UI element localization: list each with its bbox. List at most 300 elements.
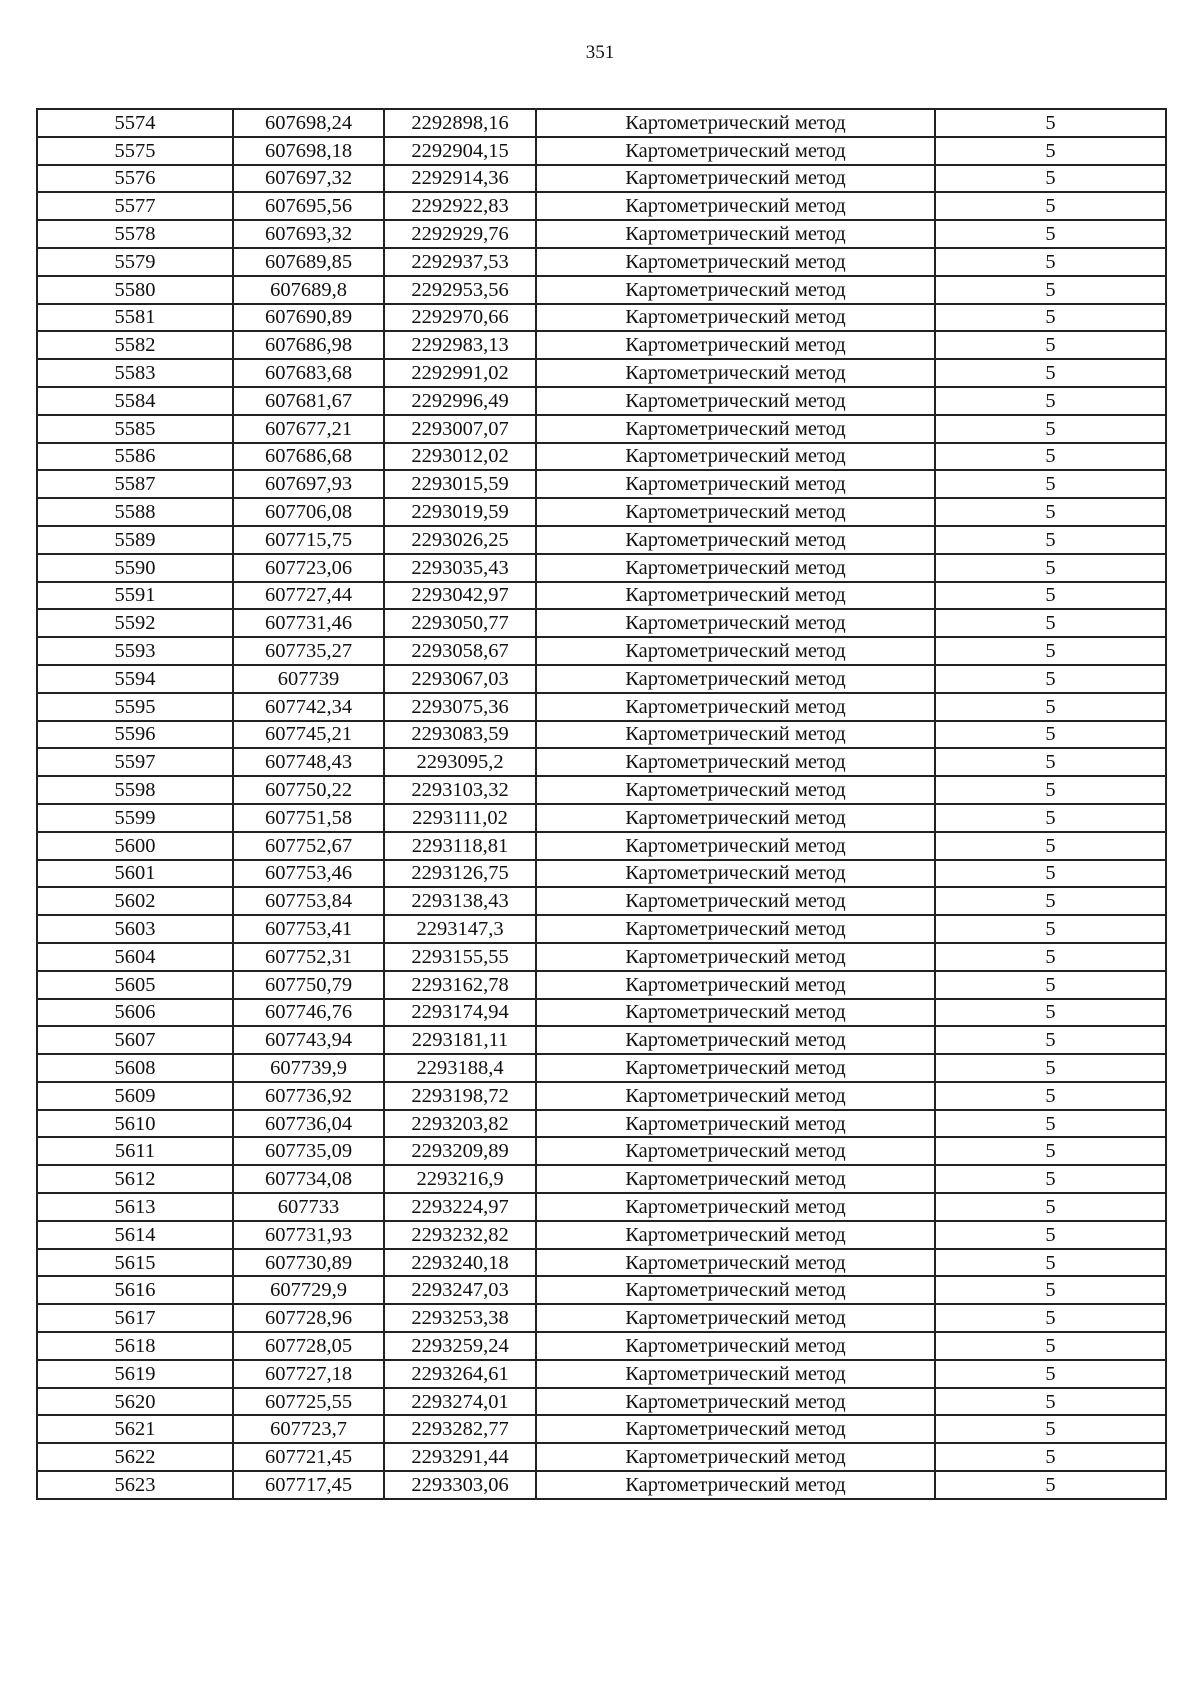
x-coordinate-cell: 607748,43 bbox=[233, 748, 384, 776]
table-row bbox=[37, 1249, 1166, 1277]
table-row bbox=[37, 721, 1166, 749]
point-number-cell: 5585 bbox=[37, 415, 233, 443]
table-row bbox=[37, 804, 1166, 832]
point-number-cell: 5604 bbox=[37, 943, 233, 971]
table-row bbox=[37, 1026, 1166, 1054]
method-cell: Картометрический метод bbox=[536, 860, 935, 888]
x-coordinate-cell: 607739 bbox=[233, 665, 384, 693]
table-row bbox=[37, 693, 1166, 721]
x-coordinate-cell: 607728,05 bbox=[233, 1332, 384, 1360]
table-row bbox=[37, 943, 1166, 971]
point-number-cell: 5613 bbox=[37, 1193, 233, 1221]
y-coordinate-cell: 2293126,75 bbox=[384, 860, 536, 888]
method-cell: Картометрический метод bbox=[536, 248, 935, 276]
page-number: 351 bbox=[585, 42, 615, 63]
method-cell: Картометрический метод bbox=[536, 748, 935, 776]
method-cell: Картометрический метод bbox=[536, 1054, 935, 1082]
x-coordinate-cell: 607715,75 bbox=[233, 526, 384, 554]
point-number-cell: 5582 bbox=[37, 331, 233, 359]
method-cell: Картометрический метод bbox=[536, 1471, 935, 1499]
method-cell: Картометрический метод bbox=[536, 1249, 935, 1277]
method-cell: Картометрический метод bbox=[536, 971, 935, 999]
point-number-cell: 5587 bbox=[37, 470, 233, 498]
point-number-cell: 5615 bbox=[37, 1249, 233, 1277]
accuracy-cell: 5 bbox=[935, 109, 1166, 137]
method-cell: Картометрический метод bbox=[536, 1360, 935, 1388]
x-coordinate-cell: 607736,04 bbox=[233, 1110, 384, 1138]
y-coordinate-cell: 2293012,02 bbox=[384, 443, 536, 471]
accuracy-cell: 5 bbox=[935, 1193, 1166, 1221]
method-cell: Картометрический метод bbox=[536, 637, 935, 665]
y-coordinate-cell: 2293240,18 bbox=[384, 1249, 536, 1277]
method-cell: Картометрический метод bbox=[536, 276, 935, 304]
y-coordinate-cell: 2293264,61 bbox=[384, 1360, 536, 1388]
y-coordinate-cell: 2292996,49 bbox=[384, 387, 536, 415]
y-coordinate-cell: 2293303,06 bbox=[384, 1471, 536, 1499]
method-cell: Картометрический метод bbox=[536, 1026, 935, 1054]
table-row bbox=[37, 748, 1166, 776]
x-coordinate-cell: 607736,92 bbox=[233, 1082, 384, 1110]
x-coordinate-cell: 607706,08 bbox=[233, 498, 384, 526]
table-row bbox=[37, 1054, 1166, 1082]
point-number-cell: 5591 bbox=[37, 582, 233, 610]
table-row bbox=[37, 1137, 1166, 1165]
method-cell: Картометрический метод bbox=[536, 776, 935, 804]
point-number-cell: 5618 bbox=[37, 1332, 233, 1360]
method-cell: Картометрический метод bbox=[536, 1221, 935, 1249]
accuracy-cell: 5 bbox=[935, 443, 1166, 471]
x-coordinate-cell: 607723,7 bbox=[233, 1415, 384, 1443]
point-number-cell: 5586 bbox=[37, 443, 233, 471]
table-row bbox=[37, 1388, 1166, 1416]
table-row bbox=[37, 554, 1166, 582]
method-cell: Картометрический метод bbox=[536, 721, 935, 749]
accuracy-cell: 5 bbox=[935, 331, 1166, 359]
table-row bbox=[37, 971, 1166, 999]
x-coordinate-cell: 607727,44 bbox=[233, 582, 384, 610]
y-coordinate-cell: 2293007,07 bbox=[384, 415, 536, 443]
y-coordinate-cell: 2293050,77 bbox=[384, 609, 536, 637]
table-row bbox=[37, 1304, 1166, 1332]
accuracy-cell: 5 bbox=[935, 1443, 1166, 1471]
method-cell: Картометрический метод bbox=[536, 387, 935, 415]
table-row bbox=[37, 1360, 1166, 1388]
method-cell: Картометрический метод bbox=[536, 137, 935, 165]
point-number-cell: 5611 bbox=[37, 1137, 233, 1165]
table-row bbox=[37, 1471, 1166, 1499]
method-cell: Картометрический метод bbox=[536, 1415, 935, 1443]
point-number-cell: 5598 bbox=[37, 776, 233, 804]
y-coordinate-cell: 2293058,67 bbox=[384, 637, 536, 665]
accuracy-cell: 5 bbox=[935, 637, 1166, 665]
table-row bbox=[37, 443, 1166, 471]
point-number-cell: 5608 bbox=[37, 1054, 233, 1082]
method-cell: Картометрический метод bbox=[536, 887, 935, 915]
point-number-cell: 5623 bbox=[37, 1471, 233, 1499]
x-coordinate-cell: 607735,09 bbox=[233, 1137, 384, 1165]
x-coordinate-cell: 607689,85 bbox=[233, 248, 384, 276]
accuracy-cell: 5 bbox=[935, 526, 1166, 554]
y-coordinate-cell: 2293291,44 bbox=[384, 1443, 536, 1471]
accuracy-cell: 5 bbox=[935, 1221, 1166, 1249]
point-number-cell: 5577 bbox=[37, 192, 233, 220]
y-coordinate-cell: 2293019,59 bbox=[384, 498, 536, 526]
x-coordinate-cell: 607745,21 bbox=[233, 721, 384, 749]
y-coordinate-cell: 2293155,55 bbox=[384, 943, 536, 971]
point-number-cell: 5593 bbox=[37, 637, 233, 665]
y-coordinate-cell: 2293253,38 bbox=[384, 1304, 536, 1332]
method-cell: Картометрический метод bbox=[536, 999, 935, 1027]
x-coordinate-cell: 607686,68 bbox=[233, 443, 384, 471]
y-coordinate-cell: 2292991,02 bbox=[384, 359, 536, 387]
method-cell: Картометрический метод bbox=[536, 693, 935, 721]
point-number-cell: 5616 bbox=[37, 1276, 233, 1304]
point-number-cell: 5621 bbox=[37, 1415, 233, 1443]
accuracy-cell: 5 bbox=[935, 1276, 1166, 1304]
table-row bbox=[37, 776, 1166, 804]
accuracy-cell: 5 bbox=[935, 693, 1166, 721]
accuracy-cell: 5 bbox=[935, 832, 1166, 860]
point-number-cell: 5617 bbox=[37, 1304, 233, 1332]
y-coordinate-cell: 2293162,78 bbox=[384, 971, 536, 999]
method-cell: Картометрический метод bbox=[536, 804, 935, 832]
x-coordinate-cell: 607739,9 bbox=[233, 1054, 384, 1082]
table-row bbox=[37, 304, 1166, 332]
x-coordinate-cell: 607728,96 bbox=[233, 1304, 384, 1332]
table-row bbox=[37, 470, 1166, 498]
x-coordinate-cell: 607753,46 bbox=[233, 860, 384, 888]
point-number-cell: 5619 bbox=[37, 1360, 233, 1388]
method-cell: Картометрический метод bbox=[536, 1276, 935, 1304]
x-coordinate-cell: 607727,18 bbox=[233, 1360, 384, 1388]
method-cell: Картометрический метод bbox=[536, 220, 935, 248]
accuracy-cell: 5 bbox=[935, 609, 1166, 637]
x-coordinate-cell: 607750,22 bbox=[233, 776, 384, 804]
y-coordinate-cell: 2292953,56 bbox=[384, 276, 536, 304]
y-coordinate-cell: 2293198,72 bbox=[384, 1082, 536, 1110]
table-row bbox=[37, 1193, 1166, 1221]
x-coordinate-cell: 607743,94 bbox=[233, 1026, 384, 1054]
point-number-cell: 5579 bbox=[37, 248, 233, 276]
method-cell: Картометрический метод bbox=[536, 1110, 935, 1138]
point-number-cell: 5594 bbox=[37, 665, 233, 693]
table-row bbox=[37, 526, 1166, 554]
x-coordinate-cell: 607752,31 bbox=[233, 943, 384, 971]
x-coordinate-cell: 607681,67 bbox=[233, 387, 384, 415]
table-row bbox=[37, 887, 1166, 915]
point-number-cell: 5606 bbox=[37, 999, 233, 1027]
x-coordinate-cell: 607729,9 bbox=[233, 1276, 384, 1304]
table-row bbox=[37, 331, 1166, 359]
accuracy-cell: 5 bbox=[935, 1249, 1166, 1277]
table-row bbox=[37, 109, 1166, 137]
point-number-cell: 5609 bbox=[37, 1082, 233, 1110]
coordinates-table bbox=[36, 108, 1167, 1500]
accuracy-cell: 5 bbox=[935, 776, 1166, 804]
table-row bbox=[37, 1276, 1166, 1304]
accuracy-cell: 5 bbox=[935, 470, 1166, 498]
x-coordinate-cell: 607697,93 bbox=[233, 470, 384, 498]
y-coordinate-cell: 2292937,53 bbox=[384, 248, 536, 276]
y-coordinate-cell: 2293282,77 bbox=[384, 1415, 536, 1443]
table-row bbox=[37, 192, 1166, 220]
table-row bbox=[37, 999, 1166, 1027]
x-coordinate-cell: 607723,06 bbox=[233, 554, 384, 582]
x-coordinate-cell: 607730,89 bbox=[233, 1249, 384, 1277]
accuracy-cell: 5 bbox=[935, 1471, 1166, 1499]
x-coordinate-cell: 607697,32 bbox=[233, 165, 384, 193]
accuracy-cell: 5 bbox=[935, 943, 1166, 971]
table-row bbox=[37, 1332, 1166, 1360]
point-number-cell: 5600 bbox=[37, 832, 233, 860]
accuracy-cell: 5 bbox=[935, 999, 1166, 1027]
table-row bbox=[37, 498, 1166, 526]
y-coordinate-cell: 2292970,66 bbox=[384, 304, 536, 332]
x-coordinate-cell: 607746,76 bbox=[233, 999, 384, 1027]
x-coordinate-cell: 607698,24 bbox=[233, 109, 384, 137]
y-coordinate-cell: 2293188,4 bbox=[384, 1054, 536, 1082]
accuracy-cell: 5 bbox=[935, 665, 1166, 693]
table-row bbox=[37, 359, 1166, 387]
accuracy-cell: 5 bbox=[935, 1026, 1166, 1054]
table-row bbox=[37, 915, 1166, 943]
point-number-cell: 5595 bbox=[37, 693, 233, 721]
x-coordinate-cell: 607750,79 bbox=[233, 971, 384, 999]
method-cell: Картометрический метод bbox=[536, 1304, 935, 1332]
x-coordinate-cell: 607733 bbox=[233, 1193, 384, 1221]
y-coordinate-cell: 2293083,59 bbox=[384, 721, 536, 749]
method-cell: Картометрический метод bbox=[536, 1443, 935, 1471]
x-coordinate-cell: 607686,98 bbox=[233, 331, 384, 359]
accuracy-cell: 5 bbox=[935, 1165, 1166, 1193]
x-coordinate-cell: 607717,45 bbox=[233, 1471, 384, 1499]
accuracy-cell: 5 bbox=[935, 1360, 1166, 1388]
point-number-cell: 5590 bbox=[37, 554, 233, 582]
point-number-cell: 5614 bbox=[37, 1221, 233, 1249]
method-cell: Картометрический метод bbox=[536, 331, 935, 359]
method-cell: Картометрический метод bbox=[536, 526, 935, 554]
x-coordinate-cell: 607721,45 bbox=[233, 1443, 384, 1471]
x-coordinate-cell: 607698,18 bbox=[233, 137, 384, 165]
accuracy-cell: 5 bbox=[935, 582, 1166, 610]
method-cell: Картометрический метод bbox=[536, 1082, 935, 1110]
method-cell: Картометрический метод bbox=[536, 443, 935, 471]
x-coordinate-cell: 607742,34 bbox=[233, 693, 384, 721]
accuracy-cell: 5 bbox=[935, 804, 1166, 832]
accuracy-cell: 5 bbox=[935, 276, 1166, 304]
table-row bbox=[37, 387, 1166, 415]
y-coordinate-cell: 2293067,03 bbox=[384, 665, 536, 693]
table-row bbox=[37, 637, 1166, 665]
x-coordinate-cell: 607751,58 bbox=[233, 804, 384, 832]
y-coordinate-cell: 2292983,13 bbox=[384, 331, 536, 359]
point-number-cell: 5596 bbox=[37, 721, 233, 749]
y-coordinate-cell: 2292929,76 bbox=[384, 220, 536, 248]
accuracy-cell: 5 bbox=[935, 359, 1166, 387]
accuracy-cell: 5 bbox=[935, 248, 1166, 276]
x-coordinate-cell: 607683,68 bbox=[233, 359, 384, 387]
point-number-cell: 5599 bbox=[37, 804, 233, 832]
table-row bbox=[37, 609, 1166, 637]
method-cell: Картометрический метод bbox=[536, 359, 935, 387]
x-coordinate-cell: 607731,46 bbox=[233, 609, 384, 637]
x-coordinate-cell: 607725,55 bbox=[233, 1388, 384, 1416]
table-row bbox=[37, 415, 1166, 443]
method-cell: Картометрический метод bbox=[536, 1332, 935, 1360]
method-cell: Картометрический метод bbox=[536, 665, 935, 693]
x-coordinate-cell: 607735,27 bbox=[233, 637, 384, 665]
y-coordinate-cell: 2292914,36 bbox=[384, 165, 536, 193]
x-coordinate-cell: 607753,41 bbox=[233, 915, 384, 943]
point-number-cell: 5574 bbox=[37, 109, 233, 137]
y-coordinate-cell: 2293209,89 bbox=[384, 1137, 536, 1165]
y-coordinate-cell: 2293232,82 bbox=[384, 1221, 536, 1249]
method-cell: Картометрический метод bbox=[536, 554, 935, 582]
method-cell: Картометрический метод bbox=[536, 1137, 935, 1165]
point-number-cell: 5583 bbox=[37, 359, 233, 387]
y-coordinate-cell: 2293118,81 bbox=[384, 832, 536, 860]
y-coordinate-cell: 2293075,36 bbox=[384, 693, 536, 721]
table-row bbox=[37, 276, 1166, 304]
table-row bbox=[37, 582, 1166, 610]
table-row bbox=[37, 665, 1166, 693]
x-coordinate-cell: 607689,8 bbox=[233, 276, 384, 304]
accuracy-cell: 5 bbox=[935, 860, 1166, 888]
accuracy-cell: 5 bbox=[935, 137, 1166, 165]
accuracy-cell: 5 bbox=[935, 554, 1166, 582]
method-cell: Картометрический метод bbox=[536, 1388, 935, 1416]
y-coordinate-cell: 2293111,02 bbox=[384, 804, 536, 832]
method-cell: Картометрический метод bbox=[536, 582, 935, 610]
accuracy-cell: 5 bbox=[935, 887, 1166, 915]
point-number-cell: 5612 bbox=[37, 1165, 233, 1193]
y-coordinate-cell: 2293035,43 bbox=[384, 554, 536, 582]
y-coordinate-cell: 2292898,16 bbox=[384, 109, 536, 137]
y-coordinate-cell: 2293274,01 bbox=[384, 1388, 536, 1416]
accuracy-cell: 5 bbox=[935, 1388, 1166, 1416]
point-number-cell: 5610 bbox=[37, 1110, 233, 1138]
y-coordinate-cell: 2293224,97 bbox=[384, 1193, 536, 1221]
x-coordinate-cell: 607690,89 bbox=[233, 304, 384, 332]
point-number-cell: 5605 bbox=[37, 971, 233, 999]
point-number-cell: 5589 bbox=[37, 526, 233, 554]
method-cell: Картометрический метод bbox=[536, 165, 935, 193]
point-number-cell: 5580 bbox=[37, 276, 233, 304]
accuracy-cell: 5 bbox=[935, 387, 1166, 415]
method-cell: Картометрический метод bbox=[536, 304, 935, 332]
accuracy-cell: 5 bbox=[935, 220, 1166, 248]
y-coordinate-cell: 2293103,32 bbox=[384, 776, 536, 804]
accuracy-cell: 5 bbox=[935, 1110, 1166, 1138]
accuracy-cell: 5 bbox=[935, 971, 1166, 999]
accuracy-cell: 5 bbox=[935, 1332, 1166, 1360]
y-coordinate-cell: 2293026,25 bbox=[384, 526, 536, 554]
method-cell: Картометрический метод bbox=[536, 498, 935, 526]
y-coordinate-cell: 2293138,43 bbox=[384, 887, 536, 915]
y-coordinate-cell: 2293095,2 bbox=[384, 748, 536, 776]
table-row bbox=[37, 137, 1166, 165]
table-row bbox=[37, 165, 1166, 193]
y-coordinate-cell: 2293042,97 bbox=[384, 582, 536, 610]
point-number-cell: 5575 bbox=[37, 137, 233, 165]
method-cell: Картометрический метод bbox=[536, 109, 935, 137]
method-cell: Картометрический метод bbox=[536, 915, 935, 943]
x-coordinate-cell: 607677,21 bbox=[233, 415, 384, 443]
point-number-cell: 5581 bbox=[37, 304, 233, 332]
point-number-cell: 5622 bbox=[37, 1443, 233, 1471]
accuracy-cell: 5 bbox=[935, 498, 1166, 526]
y-coordinate-cell: 2293174,94 bbox=[384, 999, 536, 1027]
point-number-cell: 5588 bbox=[37, 498, 233, 526]
accuracy-cell: 5 bbox=[935, 721, 1166, 749]
point-number-cell: 5576 bbox=[37, 165, 233, 193]
method-cell: Картометрический метод bbox=[536, 415, 935, 443]
x-coordinate-cell: 607731,93 bbox=[233, 1221, 384, 1249]
accuracy-cell: 5 bbox=[935, 1137, 1166, 1165]
y-coordinate-cell: 2293247,03 bbox=[384, 1276, 536, 1304]
accuracy-cell: 5 bbox=[935, 304, 1166, 332]
y-coordinate-cell: 2293216,9 bbox=[384, 1165, 536, 1193]
method-cell: Картометрический метод bbox=[536, 1193, 935, 1221]
table-row bbox=[37, 1165, 1166, 1193]
point-number-cell: 5592 bbox=[37, 609, 233, 637]
accuracy-cell: 5 bbox=[935, 748, 1166, 776]
method-cell: Картометрический метод bbox=[536, 1165, 935, 1193]
accuracy-cell: 5 bbox=[935, 1082, 1166, 1110]
accuracy-cell: 5 bbox=[935, 1415, 1166, 1443]
method-cell: Картометрический метод bbox=[536, 943, 935, 971]
accuracy-cell: 5 bbox=[935, 915, 1166, 943]
table-row bbox=[37, 1221, 1166, 1249]
y-coordinate-cell: 2293015,59 bbox=[384, 470, 536, 498]
x-coordinate-cell: 607695,56 bbox=[233, 192, 384, 220]
accuracy-cell: 5 bbox=[935, 165, 1166, 193]
point-number-cell: 5620 bbox=[37, 1388, 233, 1416]
point-number-cell: 5602 bbox=[37, 887, 233, 915]
point-number-cell: 5603 bbox=[37, 915, 233, 943]
point-number-cell: 5584 bbox=[37, 387, 233, 415]
table-row bbox=[37, 1415, 1166, 1443]
accuracy-cell: 5 bbox=[935, 1054, 1166, 1082]
accuracy-cell: 5 bbox=[935, 415, 1166, 443]
method-cell: Картометрический метод bbox=[536, 192, 935, 220]
y-coordinate-cell: 2293203,82 bbox=[384, 1110, 536, 1138]
method-cell: Картометрический метод bbox=[536, 470, 935, 498]
y-coordinate-cell: 2292922,83 bbox=[384, 192, 536, 220]
coordinates-table-body bbox=[37, 109, 1166, 1499]
point-number-cell: 5601 bbox=[37, 860, 233, 888]
method-cell: Картометрический метод bbox=[536, 832, 935, 860]
table-row bbox=[37, 248, 1166, 276]
y-coordinate-cell: 2293147,3 bbox=[384, 915, 536, 943]
table-row bbox=[37, 220, 1166, 248]
table-row bbox=[37, 1110, 1166, 1138]
point-number-cell: 5578 bbox=[37, 220, 233, 248]
accuracy-cell: 5 bbox=[935, 192, 1166, 220]
accuracy-cell: 5 bbox=[935, 1304, 1166, 1332]
x-coordinate-cell: 607753,84 bbox=[233, 887, 384, 915]
table-row bbox=[37, 1443, 1166, 1471]
table-row bbox=[37, 1082, 1166, 1110]
y-coordinate-cell: 2293259,24 bbox=[384, 1332, 536, 1360]
point-number-cell: 5607 bbox=[37, 1026, 233, 1054]
table-row bbox=[37, 860, 1166, 888]
y-coordinate-cell: 2292904,15 bbox=[384, 137, 536, 165]
method-cell: Картометрический метод bbox=[536, 609, 935, 637]
x-coordinate-cell: 607752,67 bbox=[233, 832, 384, 860]
table-row bbox=[37, 832, 1166, 860]
point-number-cell: 5597 bbox=[37, 748, 233, 776]
